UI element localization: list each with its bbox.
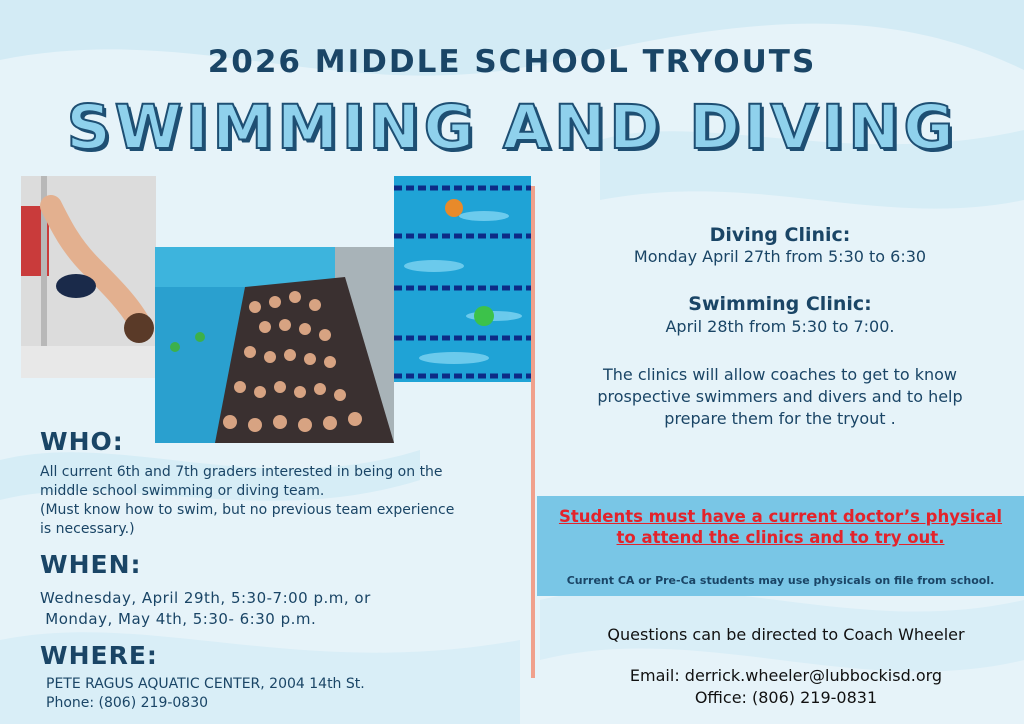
when-text: Wednesday, April 29th, 5:30-7:00 p.m, or Monday, May 4th, 5:30- 6:30 p.m. (40, 589, 371, 628)
diver-photo (21, 176, 156, 378)
diving-clinic-time: Monday April 27th from 5:30 to 6:30 (633, 247, 927, 266)
physical-warning: Students must have a current doctor’s physical to attend the clinics and to try out. (558, 507, 1003, 547)
swimming-clinic-heading: Swimming Clinic: (688, 293, 872, 315)
clinic-description: The clinics will allow coaches to get to know prospective swimmers and divers and to help prepare them for the tryout . (597, 365, 963, 428)
where-text: PETE RAGUS AQUATIC CENTER, 2004 14th St. Phone: (806) 219-0830 (46, 676, 365, 711)
team-group-photo (155, 247, 394, 443)
diving-clinic-heading: Diving Clinic: (709, 224, 851, 246)
questions-text: Questions can be directed to Coach Wheeler (607, 625, 965, 644)
vertical-divider (531, 186, 535, 678)
where-heading: WHERE: (40, 641, 158, 670)
physical-note: Current CA or Pre-Ca students may use physicals on file from school. (566, 574, 995, 587)
swimmers-lane-photo (394, 176, 531, 382)
who-heading: WHO: (40, 427, 124, 456)
swimming-clinic-time: April 28th from 5:30 to 7:00. (665, 317, 895, 336)
contact-office: Office: (806) 219-0831 (694, 688, 878, 707)
contact-email: Email: derrick.wheeler@lubbockisd.org (629, 666, 943, 685)
subtitle: 2026 MIDDLE SCHOOL TRYOUTS (207, 44, 817, 80)
page-title: SWIMMING AND DIVING (66, 92, 958, 163)
when-heading: WHEN: (40, 550, 142, 579)
who-text: All current 6th and 7th graders interested in being on the middle school swimming or diving team. (Must know how to swim, but no previous team experience is necessary.) (40, 464, 455, 537)
